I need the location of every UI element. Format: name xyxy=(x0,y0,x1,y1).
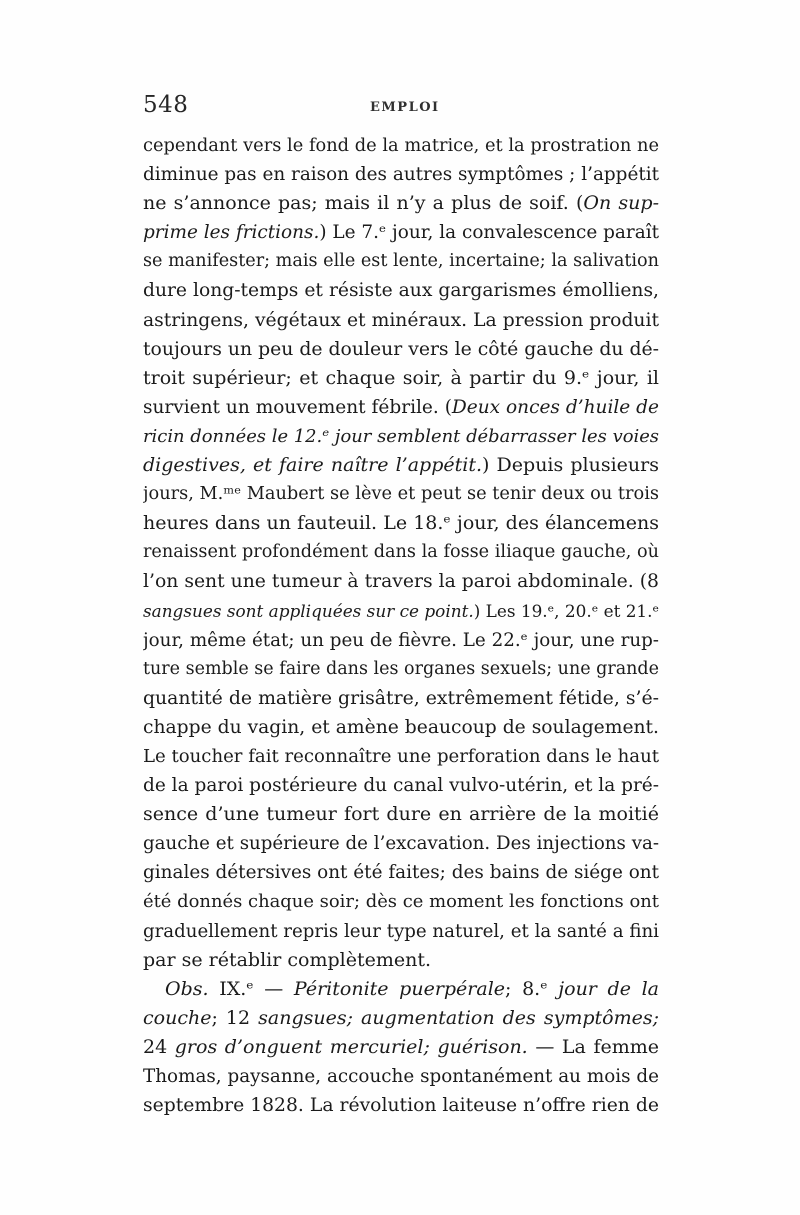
text-line xyxy=(143,364,659,393)
text-line xyxy=(143,393,659,422)
text-line xyxy=(143,771,659,800)
text-segment: chappe du vagin, et amène beaucoup de soulagement. xyxy=(143,716,659,738)
text-segment: ) Le 7.ᵉ jour, la convalescence paraît xyxy=(319,222,659,244)
text-segment: l’on sent une tumeur à travers la paroi abdominale. (8 xyxy=(143,571,659,593)
text-segment: sence d’une tumeur fort dure en arrière de la moitié xyxy=(143,803,659,826)
text-line xyxy=(143,335,659,364)
text-segment: ne s’annonce pas; mais il n’y a plus de soif. ( xyxy=(143,192,584,215)
text-line xyxy=(143,1033,659,1062)
text-line xyxy=(143,713,659,742)
text-line xyxy=(143,538,659,567)
text-segment: troit supérieur; et chaque soir, à partir du 9.ᵉ jour, il xyxy=(143,366,659,389)
text-segment: été donnés chaque soir; dès ce moment les fonctions ont xyxy=(143,891,659,913)
text-line xyxy=(143,160,659,189)
text-segment: cependant vers le fond de la matrice, et la prostration ne xyxy=(143,135,659,156)
text-line xyxy=(143,306,659,335)
text-segment: par se rétablir complètement. xyxy=(143,948,432,971)
text-segment: jour, même état; un peu de fièvre. Le 22.ᵉ jour, une rup- xyxy=(143,629,659,651)
text-segment: se manifester; mais elle est lente, incertaine; la salivation xyxy=(143,251,659,272)
italic-text: On sup- xyxy=(583,192,659,215)
text-line xyxy=(143,276,659,305)
italic-text: jour de la xyxy=(558,977,659,1000)
text-line xyxy=(143,975,659,1004)
text-line xyxy=(143,684,659,713)
text-segment: Le toucher fait reconnaître une perforation dans le haut xyxy=(143,745,659,767)
text-segment: astringens, végétaux et minéraux. La pression produit xyxy=(143,309,659,331)
italic-text: sangsues; augmentation des symptômes; xyxy=(258,1006,659,1029)
text-segment: survient un mouvement fébrile. ( xyxy=(143,396,452,418)
text-segment: dure long-temps et résiste aux gargarismes émolliens, xyxy=(143,280,659,302)
text-segment: graduellement repris leur type naturel, et la santé a fini xyxy=(143,920,659,942)
page-number: 548 xyxy=(143,92,189,118)
text-segment: ) Les 19.ᵉ, 20.ᵉ et 21.ᵉ xyxy=(473,600,659,621)
text-segment: Thomas, paysanne, accouche spontanément au mois de xyxy=(143,1066,659,1087)
italic-text: Deux onces d’huile de xyxy=(451,396,659,418)
text-line xyxy=(143,1062,659,1091)
text-segment: ) Depuis plusieurs xyxy=(482,454,659,477)
text-line xyxy=(143,917,659,946)
text-segment: — La femme xyxy=(527,1035,659,1058)
text-segment: 24 xyxy=(143,1035,175,1058)
text-line xyxy=(143,247,659,276)
text-segment: heures dans un fauteuil. Le 18.ᵉ jour, des élancemens xyxy=(143,512,659,535)
italic-text: gros d’onguent mercuriel; guérison. xyxy=(174,1035,528,1058)
italic-text: prime les frictions. xyxy=(143,222,320,244)
italic-text: couche xyxy=(143,1006,212,1029)
text-line xyxy=(143,509,659,538)
text-line xyxy=(143,189,659,218)
text-line xyxy=(143,800,659,829)
text-line xyxy=(143,1091,659,1120)
text-line xyxy=(143,1004,659,1033)
text-line xyxy=(143,451,659,480)
italic-text: digestives, et faire naître l’appétit. xyxy=(143,454,483,477)
page-header xyxy=(143,92,659,124)
text-line xyxy=(143,422,659,451)
text-segment: diminue pas en raison des autres symptômes ; l’appétit xyxy=(143,164,659,186)
text-segment: ; 12 xyxy=(211,1006,259,1029)
body-text xyxy=(143,131,659,1120)
italic-text: Obs. xyxy=(165,977,220,1000)
text-line xyxy=(143,655,659,684)
text-line xyxy=(143,946,659,975)
text-segment: ; 8.ᵉ xyxy=(505,977,559,1000)
text-segment: ginales détersives ont été faites; des bains de siége ont xyxy=(143,862,659,884)
text-segment: ture semble se faire dans les organes sexuels; une grande xyxy=(143,658,659,679)
text-segment: IX.ᵉ — xyxy=(219,977,294,1000)
text-line xyxy=(143,131,659,160)
running-head: EMPLOI xyxy=(370,100,440,115)
italic-text: ricin données le 12.ᵉ jour semblent débarrasser les voies xyxy=(143,425,659,447)
text-line xyxy=(143,567,659,596)
italic-text: Péritonite puerpérale xyxy=(293,977,506,1000)
text-line xyxy=(143,887,659,916)
text-line xyxy=(143,480,659,509)
text-segment: quantité de matière grisâtre, extrêmement fétide, s’é- xyxy=(143,687,659,709)
text-segment: de la paroi postérieure du canal vulvo-utérin, et la pré- xyxy=(143,775,659,797)
text-segment: jours, M.ᵐᵉ Maubert se lève et peut se tenir deux ou trois xyxy=(143,484,659,505)
text-segment: gauche et supérieure de l’excavation. Des injections va- xyxy=(143,833,659,855)
text-line xyxy=(143,742,659,771)
text-line xyxy=(143,829,659,858)
text-line xyxy=(143,218,659,247)
italic-text: sangsues sont appliquées sur ce point. xyxy=(143,600,474,621)
text-segment: renaissent profondément dans la fosse iliaque gauche, où xyxy=(143,542,659,563)
text-segment: septembre 1828. La révolution laiteuse n’offre rien de xyxy=(143,1095,659,1117)
text-line xyxy=(143,626,659,655)
text-line xyxy=(143,597,659,626)
text-line xyxy=(143,858,659,887)
text-segment: toujours un peu de douleur vers le côté gauche du dé- xyxy=(143,338,659,360)
